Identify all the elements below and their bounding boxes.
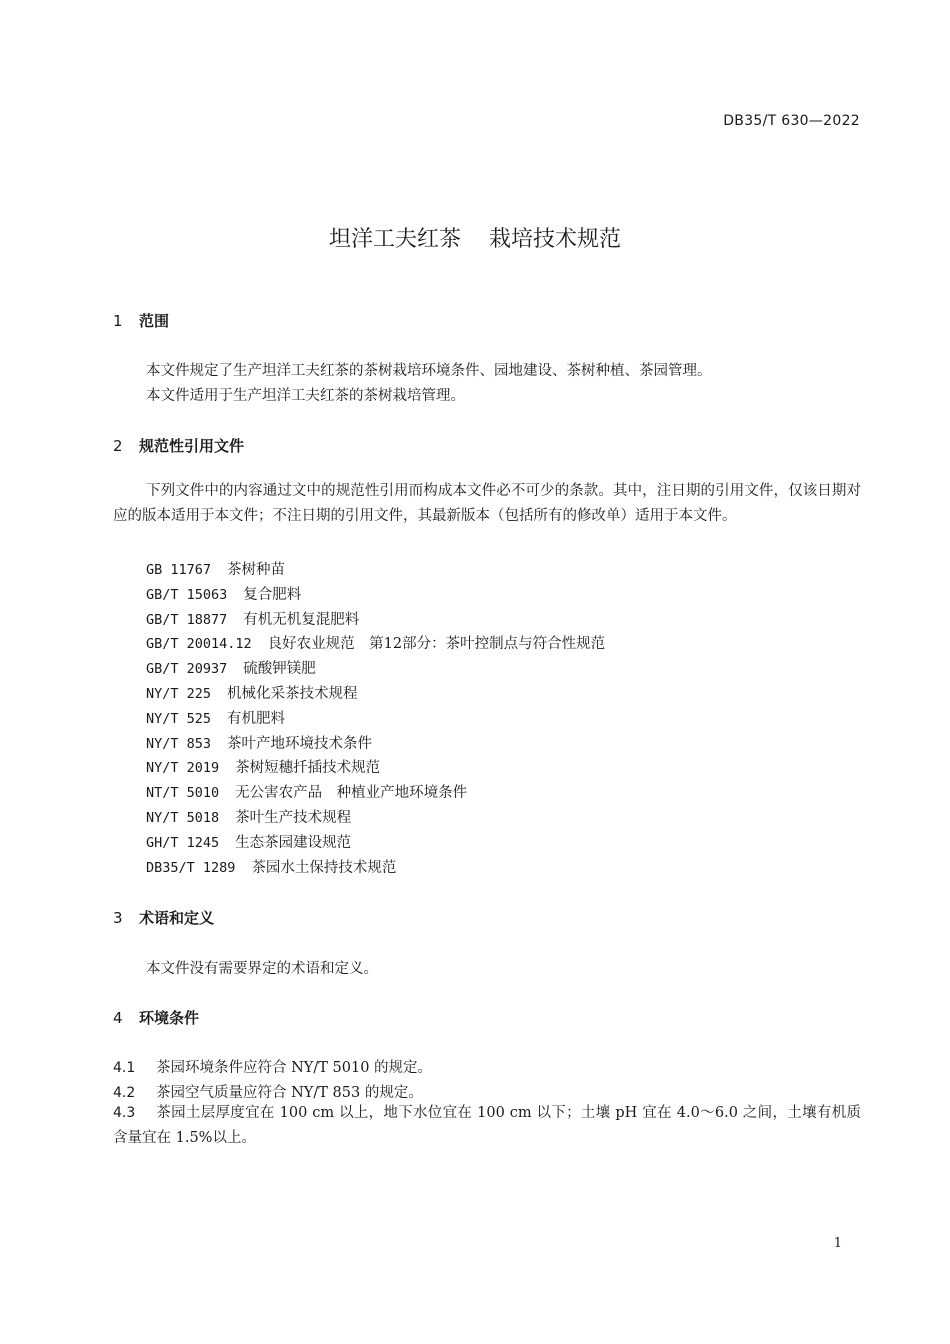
reference-title: 生态茶园建设规范 — [235, 834, 352, 851]
reference-code: NY/T 853 — [146, 735, 212, 752]
reference-item — [146, 657, 316, 678]
clause-4-1 — [113, 1056, 432, 1077]
reference-code: GB/T 18877 — [146, 611, 228, 628]
page-number: 1 — [833, 1236, 842, 1251]
reference-code: NY/T 225 — [146, 686, 212, 702]
reference-title: 茶叶产地环境技术条件 — [227, 735, 373, 752]
clause-4-3 — [113, 1101, 861, 1151]
reference-item — [146, 682, 358, 703]
section-title: 环境条件 — [139, 1009, 200, 1027]
document-title — [0, 222, 950, 253]
scope-paragraph-2: 本文件适用于生产坦洋工夫红茶的茶树栽培管理。 — [146, 388, 465, 404]
section-1-heading — [113, 310, 169, 331]
reference-code: GB/T 15063 — [146, 586, 228, 603]
clause-number: 4.3 — [113, 1105, 136, 1121]
reference-item — [146, 756, 380, 777]
reference-title: 茶叶生产技术规程 — [235, 810, 352, 826]
reference-title: 茶树种苗 — [227, 562, 286, 578]
reference-item — [146, 632, 605, 653]
section-title: 规范性引用文件 — [139, 437, 245, 455]
reference-code: GH/T 1245 — [146, 834, 220, 851]
reference-title: 有机肥料 — [227, 710, 286, 727]
reference-title: 硫酸钾镁肥 — [243, 661, 316, 678]
reference-code: NT/T 5010 — [146, 785, 220, 802]
reference-title: 有机无机复混肥料 — [243, 611, 360, 628]
reference-item — [146, 707, 285, 728]
reference-item — [146, 856, 396, 877]
clause-number: 4.1 — [113, 1060, 136, 1076]
reference-code: NY/T 5018 — [146, 810, 220, 826]
reference-title: 茶树短穗扦插技术规范 — [235, 760, 381, 777]
reference-item — [146, 831, 351, 852]
reference-title: 茶园水土保持技术规范 — [251, 859, 397, 876]
section-3-heading — [113, 907, 214, 928]
title-part-2: 栽培技术规范 — [489, 227, 622, 252]
reference-item — [146, 558, 285, 579]
clause-number: 4.2 — [113, 1085, 136, 1101]
reference-item — [146, 781, 467, 802]
scope-paragraph-1: 本文件规定了生产坦洋工夫红茶的茶树栽培环境条件、园地建设、茶树种植、茶园管理。 — [146, 363, 712, 379]
section-number: 4 — [113, 1009, 123, 1027]
section-4-heading — [113, 1007, 199, 1028]
section-number: 2 — [113, 437, 123, 455]
reference-item — [146, 806, 351, 827]
clause-4-2 — [113, 1081, 423, 1102]
reference-title: 无公害农产品 种植业产地环境条件 — [235, 785, 468, 802]
reference-code: GB/T 20014.12 — [146, 636, 252, 653]
reference-title: 机械化采茶技术规程 — [227, 686, 358, 702]
clause-text: 茶园土层厚度宜在 100 cm 以上，地下水位宜在 100 cm 以下；土壤 pH 宜在 4.0～6.0 之间，土壤有机质含量宜在 1.5%以上。 — [113, 1105, 861, 1146]
reference-code: DB35/T 1289 — [146, 859, 236, 876]
reference-item — [146, 583, 301, 604]
section-number: 3 — [113, 909, 123, 927]
clause-text: 茶园空气质量应符合 NY/T 853 的规定。 — [156, 1085, 423, 1101]
reference-item — [146, 732, 372, 753]
reference-title: 良好农业规范 第12部分：茶叶控制点与符合性规范 — [267, 636, 606, 653]
title-part-1: 坦洋工夫红茶 — [328, 227, 461, 252]
reference-title: 复合肥料 — [243, 586, 302, 603]
reference-code: GB 11767 — [146, 562, 212, 578]
section-number: 1 — [113, 312, 123, 330]
normative-references-intro: 下列文件中的内容通过文中的规范性引用而构成本文件必不可少的条款。其中，注日期的引用文件，仅该日期对应的版本适用于本文件；不注日期的引用文件，其最新版本（包括所有的修改单）适用于本文件。 — [113, 483, 861, 524]
reference-code: NY/T 525 — [146, 710, 212, 727]
section-title: 术语和定义 — [139, 909, 215, 927]
terms-paragraph: 本文件没有需要界定的术语和定义。 — [146, 961, 378, 977]
document-code: DB35/T 630—2022 — [723, 113, 860, 129]
section-2-heading — [113, 435, 244, 456]
reference-item — [146, 608, 359, 629]
reference-code: NY/T 2019 — [146, 760, 220, 777]
clause-text: 茶园环境条件应符合 NY/T 5010 的规定。 — [156, 1060, 433, 1076]
section-title: 范围 — [139, 312, 170, 330]
reference-code: GB/T 20937 — [146, 661, 228, 678]
